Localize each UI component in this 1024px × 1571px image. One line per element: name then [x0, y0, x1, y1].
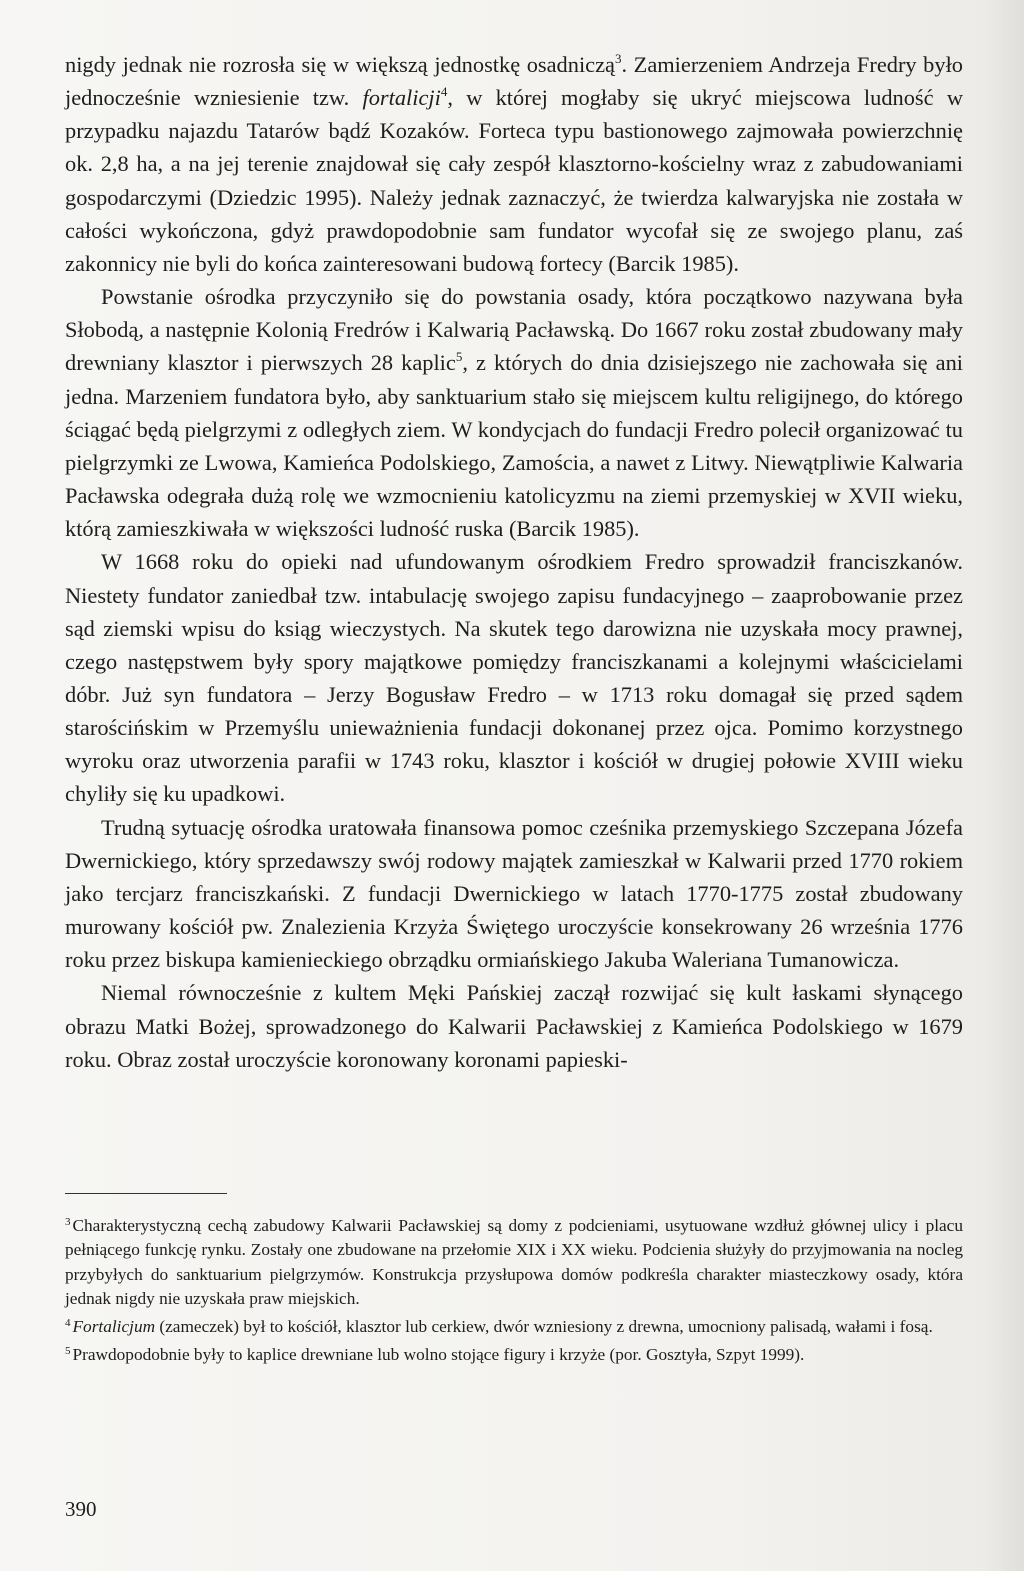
paragraph-5: Niemal równocześnie z kultem Męki Pańskiej zaczął rozwijać się kult łaskami słynącego obrazu Matki Bożej, sprowadzonego do Kalwarii Pacławskiej z Kamieńca Podolskiego w 1679 roku. Obraz został uroczyście koronowany koronami papieski- — [65, 980, 963, 1072]
main-text — [65, 48, 963, 1076]
paragraph-2: Powstanie ośrodka przyczyniło się do powstania osady, która początkowo nazywana była Słobodą, a następnie Kolonią Fredrów i Kalwarią Pacławską. Do 1667 roku został zbudowany mały drewniany klasztor i pierwszych 28 kaplic$^5$, z których do dnia dzisiejszego nie zachowała się ani jedna. Marzeniem fundatora było, aby sanktuarium stało się miejscem kultu religijnego, do którego ściągać będą pielgrzymi z odległych ziem. W kondycjach do fundacji Fredro polecił organizować tu pielgrzymki ze Lwowa, Kamieńca Podolskiego, Zamościa, a nawet z Litwy. Niewątpliwie Kalwaria Pacławska odegrała dużą rolę we wzmocnieniu katolicyzmu na ziemi przemyskiej w XVII wieku, którą zamieszkiwała w większości ludność ruska (Barcik 1985). — [65, 284, 964, 542]
paragraph-4: Trudną sytuację ośrodka uratowała finansowa pomoc cześnika przemyskiego Szczepana Józefa Dwernickiego, który sprzedawszy swój rodowy majątek zamieszkał w Kalwarii przed 1770 rokiem jako tercjarz franciszkański. Z fundacji Dwernickiego w latach 1770-1775 został zbudowany murowany kościół pw. Znalezienia Krzyża Świętego uroczyście konsekrowany 26 września 1776 roku przez biskupa kamienieckiego obrządku ormiańskiego Jakuba Waleriana Tumanowicza. — [65, 814, 963, 973]
footnote-ref-3: 3 — [614, 51, 622, 66]
footnotes — [65, 1210, 963, 1368]
footnote-3: $^3$ Charakterystyczną cechą zabudowy Kalwarii Pacławskiej są domy z podcieniami, usytuowane wzdłuż głównej ulicy i placu pełniącego funkcję rynku. Zostały one zbudowane na przełomie XIX i XX wieku. Podcienia służyły do przyjmowania na nocleg przybyłych do sanktuarium pielgrzymów. Konstrukcja przysłupowa domów podkreśla charakter miasteczkowy osady, która jednak nigdy nie uzyskała praw miejskich. — [65, 1216, 963, 1308]
footnote-ref-5: 5 — [455, 349, 463, 365]
footnote-ref-4: 4 — [440, 84, 448, 100]
paragraph-3: W 1668 roku do opieki nad ufundowanym ośrodkiem Fredro sprowadził franciszkanów. Niestety fundator zaniedbał tzw. intabulację swojego zapisu fundacyjnego – zaaprobowanie przez sąd ziemski wpisu do ksiąg wieczystych. Na skutek tego darowizna nie uzyskała mocy prawnej, czego następstwem były spory majątkowe pomiędzy franciszkanami a kolejnymi właścicielami dóbr. Już syn fundatora – Jerzy Bogusław Fredro – w 1713 roku domagał się przed sądem starościńskim w Przemyślu unieważnienia fundacji dokonanej przez ojca. Pomimo korzystnego wyroku oraz utworzenia parafii w 1743 roku, klasztor i kościół w drugiej połowie XVIII wieku chyliły się ku upadkowi. — [65, 549, 963, 807]
footnote-separator — [65, 1193, 227, 1194]
footnote-4: $^4$ Fortalicjum (zameczek) był to kościół, klasztor lub cerkiew, dwór wzniesiony z drewna, umocniony palisadą, wałami i fosą. — [65, 1317, 933, 1337]
page-edge-shadow — [984, 0, 1024, 1571]
footnote-5: $^5$ Prawdopodobnie były to kaplice drewniane lub wolno stojące figury i krzyże (por. Gosztyła, Szpyt 1999). — [65, 1345, 805, 1365]
paragraph-1: nigdy jednak nie rozrosła się w większą jednostkę osadniczą$^3$. Zamierzeniem Andrzeja Fredry było jednocześnie wzniesienie tzw. fortalicji$^4$, w której mogłaby się ukryć miejscowa ludność w przypadku najazdu Tatarów bądź Kozaków. Forteca typu bastionowego zajmowała powierzchnię ok. 2,8 ha, a na jej terenie znajdował się cały zespół klasztorno-kościelny wraz z zabudowaniami gospodarczymi (Dziedzic 1995). Należy jednak zaznaczyć, że twierdza kalwaryjska nie została w całości wykończona, gdyż prawdopodobnie sam fundator wycofał się ze swojego planu, zaś zakonnicy nie byli do końca zainteresowani budową fortecy (Barcik 1985). — [65, 51, 963, 276]
page-number: 390 — [65, 1497, 97, 1521]
